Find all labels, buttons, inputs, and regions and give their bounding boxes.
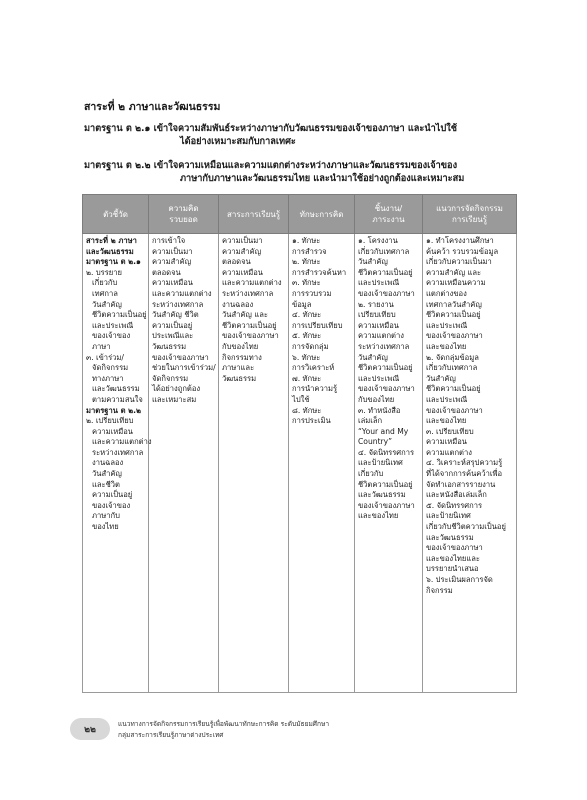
- cell-line: กับของไทย: [222, 341, 259, 351]
- cell-line: และประเพณี: [92, 320, 134, 330]
- cell-line: ของเจ้าของภาษา: [222, 331, 279, 341]
- cell-line: ชีวิตความเป็นอยู่: [426, 310, 481, 320]
- standard-2-1: [84, 122, 514, 148]
- cell-line: ตามความสนใจ: [92, 394, 143, 404]
- column-header-label: ทักษะการคิด: [299, 209, 344, 219]
- cell-line: ๒. รายงาน: [358, 299, 394, 309]
- cell-line: ๒. เปรียบเทียบ: [86, 416, 134, 426]
- cell-line: ความเหมือน: [152, 278, 193, 288]
- cell-line: ๕. ทักษะ: [292, 331, 322, 341]
- column-header-label: แนวการจัดกิจกรรม: [436, 204, 503, 213]
- cell-line: และเหมาะสม: [152, 394, 197, 404]
- cell-line: ความเหมือนความ: [426, 278, 486, 288]
- cell-line: ความสำคัญ: [222, 246, 262, 256]
- cell-line: ความเหมือน: [92, 426, 133, 436]
- cell-line: ของเจ้าของภาษา: [152, 352, 209, 362]
- cell-line: ค้นคว้า รวบรวมข้อมูล: [426, 246, 499, 256]
- column-header: [219, 195, 289, 234]
- cell-line: ของเจ้าของภาษา: [426, 405, 483, 415]
- cell-line: และของไทย: [426, 416, 467, 426]
- cell-line: เกี่ยวกับ: [92, 278, 118, 288]
- cell-line: ระหว่างเทศกาล: [358, 341, 410, 351]
- cell-line: เทศกาล: [92, 288, 118, 298]
- cell-line: ๘. ทักษะ: [292, 405, 322, 415]
- cell-line: ๔. จัดนิทรรศการ: [358, 447, 415, 457]
- column-header: [289, 195, 355, 234]
- cell-line: วันสำคัญ: [92, 469, 122, 479]
- cell-line: เกี่ยวกับความเป็นมา: [426, 257, 492, 267]
- cell-line: ความสำคัญ และ: [426, 267, 482, 277]
- column-header: [355, 195, 423, 234]
- cell-line: ประเพณีและ: [152, 331, 194, 341]
- cell-line: ๔. วิเคราะห์สรุปความรู้: [426, 458, 503, 468]
- cell-line: ความสำคัญ: [152, 257, 192, 267]
- cell-line: และป้ายนิเทศ: [358, 458, 403, 468]
- cell-line: การสำรวจ: [292, 246, 327, 256]
- cell-line: ความเหมือน: [222, 267, 263, 277]
- cell-line: การสำรวจค้นหา: [292, 267, 347, 277]
- standard-2-1-line2: ได้อย่างเหมาะสมกับกาลเทศะ: [180, 136, 296, 147]
- cell-line: และป้ายนิเทศ: [426, 511, 471, 521]
- cell-line: จัดกิจกรรม: [92, 363, 129, 373]
- cell-line: ของเจ้าของ: [92, 500, 131, 510]
- cell-line: จัดทำเอกสารรายงาน: [426, 479, 496, 489]
- cell-line: ๒. บรรยาย: [86, 267, 122, 277]
- cell-line: และประเพณี: [426, 394, 468, 404]
- cell-line: ชีวิตความเป็นอยู่: [358, 479, 413, 489]
- column-header-label: ตัวชี้วัด: [103, 209, 128, 219]
- cell-line: การนำความรู้: [292, 384, 338, 394]
- standard-2-1-line1: มาตรฐาน ต ๒.๑ เข้าใจความสัมพันธ์ระหว่างภาษากับวัฒนธรรมของเจ้าของภาษา และนำไปใช้: [84, 123, 457, 134]
- cell-line: และประเพณี: [426, 320, 468, 330]
- cell-line: ชีวิตความเป็นอยู่: [358, 363, 413, 373]
- cell-line: การรวบรวม: [292, 288, 332, 298]
- activities-cell: [423, 234, 517, 693]
- cell-line: ที่ได้จากการค้นคว้าเพื่อ: [426, 469, 503, 479]
- cell-line: วันสำคัญ: [92, 299, 122, 309]
- cell-line: และวัฒนธรรม: [426, 532, 474, 542]
- cell-line: ของเจ้าของภาษา: [426, 331, 483, 341]
- cell-line: ๖. ประเมินผลการจัด: [426, 575, 493, 584]
- cell-line: ๒. จัดกลุ่มข้อมูล: [426, 352, 479, 362]
- cell-line: วันสำคัญ: [426, 373, 456, 383]
- cell-line: การเข้าใจ: [152, 236, 186, 245]
- column-header: [149, 195, 219, 234]
- cell-line: ชีวิตความเป็นอยู่: [426, 384, 481, 394]
- cell-line: ตลอดจน: [222, 257, 251, 267]
- cell-line: ความเป็นมา: [222, 236, 263, 245]
- concept-cell: [149, 234, 219, 693]
- cell-line: ชีวิตความเป็นอยู่: [358, 267, 413, 277]
- cell-line: ชีวิตความเป็นอยู่: [222, 320, 277, 330]
- section-heading: สาระที่ ๒ ภาษาและวัฒนธรรม: [84, 101, 221, 113]
- cell-line: และประเพณี: [358, 278, 400, 288]
- indicators-cell: [83, 234, 152, 693]
- cell-line: ๗. ทักษะ: [292, 373, 322, 383]
- learning-activities-table: [82, 194, 517, 693]
- cell-line: ความเป็นมา: [152, 246, 193, 256]
- standard-2-2-line1: มาตรฐาน ต ๒.๒ เข้าใจความเหมือนและความแตกต่างระหว่างภาษาและวัฒนธรรมของเจ้าของ: [84, 160, 458, 171]
- cell-line: ๓. เข้าร่วม/: [86, 352, 124, 362]
- cell-line: ๒. ทักษะ: [292, 257, 321, 267]
- cell-line: การประเมิน: [292, 416, 331, 426]
- cell-line: และของไทย: [358, 511, 399, 521]
- cell-line: “Your and My: [358, 426, 409, 436]
- cell-line: วันสำคัญ และ: [222, 310, 268, 320]
- cell-line: เกี่ยวกับชีวิตความเป็นอยู่: [426, 522, 506, 532]
- cell-line: ของไทย: [92, 522, 119, 532]
- cell-line: เทศกาลวันสำคัญ: [426, 299, 482, 309]
- cell-line: ความเหมือน: [426, 437, 467, 447]
- cell-line: จัดกิจกรรม: [152, 373, 189, 383]
- cell-line: ๓. ทำหนังสือ: [358, 405, 401, 415]
- cell-line: ของเจ้าของภาษา: [426, 543, 483, 553]
- cell-line: ความเป็นอยู่: [92, 490, 133, 500]
- thinking-skills-cell: [289, 234, 355, 693]
- cell-line: ไปใช้: [292, 394, 310, 404]
- cell-line: ตลอดจน: [152, 267, 181, 277]
- cell-line: ๑. โครงงาน: [358, 236, 398, 245]
- cell-line: ข้อมูล: [292, 299, 312, 309]
- cell-line: สาระที่ ๒ ภาษา: [86, 236, 137, 245]
- cell-line: ภาษากับ: [92, 511, 120, 521]
- cell-line: เกี่ยวกับเทศกาล: [426, 363, 478, 373]
- column-header-label: สาระการเรียนรู้: [226, 209, 281, 219]
- cell-line: ๖. ทักษะ: [292, 352, 321, 362]
- cell-line: เล่มเล็ก: [358, 416, 383, 426]
- cell-line: บรรยายนำเสนอ: [426, 564, 479, 574]
- cell-line: วันสำคัญ: [358, 352, 388, 362]
- cell-line: ๔. ทักษะ: [292, 310, 322, 320]
- cell-line: การจัดกลุ่ม: [292, 341, 329, 351]
- cell-line: และของไทย: [426, 341, 467, 351]
- cell-line: เกี่ยวกับ: [358, 469, 384, 479]
- standard-2-2-line2: ภาษากับภาษาและวัฒนธรรมไทย และนำมาใช้อย่างถูกต้องและเหมาะสม: [180, 173, 465, 184]
- cell-line: และชีวิต: [92, 479, 120, 489]
- standard-2-2: [84, 159, 514, 185]
- cell-line: แตกต่างของ: [426, 288, 467, 298]
- cell-line: และวัฒนธรรม: [86, 246, 134, 256]
- cell-line: การเปรียบเทียบ: [292, 320, 343, 330]
- cell-line: ๓. เปรียบเทียบ: [426, 426, 474, 436]
- cell-line: ระหว่างเทศกาล: [222, 288, 274, 298]
- cell-line: ๑. ทักษะ: [292, 236, 321, 245]
- cell-line: ของเจ้าของภาษา: [358, 288, 415, 298]
- cell-line: ของเจ้าของภาษา: [358, 500, 415, 510]
- cell-line: ความเป็นอยู่: [152, 320, 193, 330]
- page-number: ๒๒: [84, 725, 96, 735]
- cell-line: ชีวิตความเป็นอยู่: [92, 310, 147, 320]
- column-header-label: ความคิด: [168, 204, 199, 213]
- cell-line: เปรียบเทียบ: [358, 310, 396, 320]
- cell-line: วัฒนธรรม: [152, 341, 187, 351]
- cell-line: Country”: [358, 437, 393, 447]
- footer-subtitle: กลุ่มสาระการเรียนรู้ภาษาต่างประเทศ: [118, 731, 224, 739]
- cell-line: วัฒนธรรม: [222, 373, 257, 383]
- cell-line: ความแตกต่าง: [426, 447, 472, 457]
- cell-line: งานฉลอง: [222, 299, 254, 309]
- cell-line: ความเหมือน: [358, 320, 399, 330]
- cell-line: วันสำคัญ ชีวิต: [152, 310, 199, 320]
- table-header-row: [83, 195, 517, 234]
- cell-line: และวัฒนธรรม: [358, 490, 406, 500]
- footer-title: แนวทางการจัดกิจกรรมการเรียนรู้เพื่อพัฒนาทักษะการคิด ระดับมัธยมศึกษา: [118, 720, 330, 728]
- cell-line: และหนังสือเล่มเล็ก: [426, 490, 487, 500]
- column-header-label: ภาระงาน: [372, 215, 405, 224]
- cell-line: ช่วยในการเข้าร่วม/: [152, 363, 216, 373]
- cell-line: กิจกรรม: [426, 585, 453, 595]
- cell-line: มาตรฐาน ต ๒.๑: [86, 257, 141, 267]
- cell-line: ได้อย่างถูกต้อง: [152, 384, 201, 394]
- cell-line: เกี่ยวกับเทศกาล: [358, 246, 410, 256]
- cell-line: ของเจ้าของ: [92, 331, 131, 341]
- column-header: [83, 195, 149, 234]
- cell-line: ๓. ทักษะ: [292, 278, 321, 288]
- cell-line: กิจกรรมทาง: [222, 352, 262, 362]
- cell-line: และความแตกต่าง: [222, 278, 282, 288]
- cell-line: และความแตกต่าง: [152, 288, 212, 298]
- cell-line: วันสำคัญ: [358, 257, 388, 267]
- cell-line: และความแตกต่าง: [92, 437, 152, 447]
- cell-line: งานฉลอง: [92, 458, 124, 468]
- cell-line: มาตรฐาน ต ๒.๒: [86, 405, 142, 415]
- cell-line: ความแตกต่าง: [358, 331, 404, 341]
- column-header-label: ชิ้นงาน/: [374, 204, 403, 213]
- table-row: [83, 234, 517, 693]
- cell-line: ของเจ้าของภาษา: [358, 384, 415, 394]
- cell-line: ภาษาและ: [222, 363, 255, 373]
- tasks-cell: [355, 234, 423, 693]
- cell-line: และประเพณี: [358, 373, 400, 383]
- cell-line: ระหว่างเทศกาล: [92, 447, 144, 457]
- cell-line: การวิเคราะห์: [292, 363, 335, 373]
- cell-line: ระหว่างเทศกาล: [152, 299, 204, 309]
- cell-line: และวัฒนธรรม: [92, 384, 140, 394]
- cell-line: และของไทยและ: [426, 553, 480, 563]
- column-header: [423, 195, 517, 234]
- column-header-label: การเรียนรู้: [451, 215, 488, 224]
- column-header-label: รวบยอด: [169, 215, 198, 224]
- cell-line: ภาษา: [92, 341, 111, 351]
- cell-line: ๑. ทำโครงงานศึกษา: [426, 236, 494, 245]
- cell-line: ๕. จัดนิทรรศการ: [426, 500, 483, 510]
- cell-line: ทางภาษา: [92, 373, 124, 383]
- learning-content-cell: [219, 234, 289, 693]
- cell-line: กับของไทย: [358, 394, 395, 404]
